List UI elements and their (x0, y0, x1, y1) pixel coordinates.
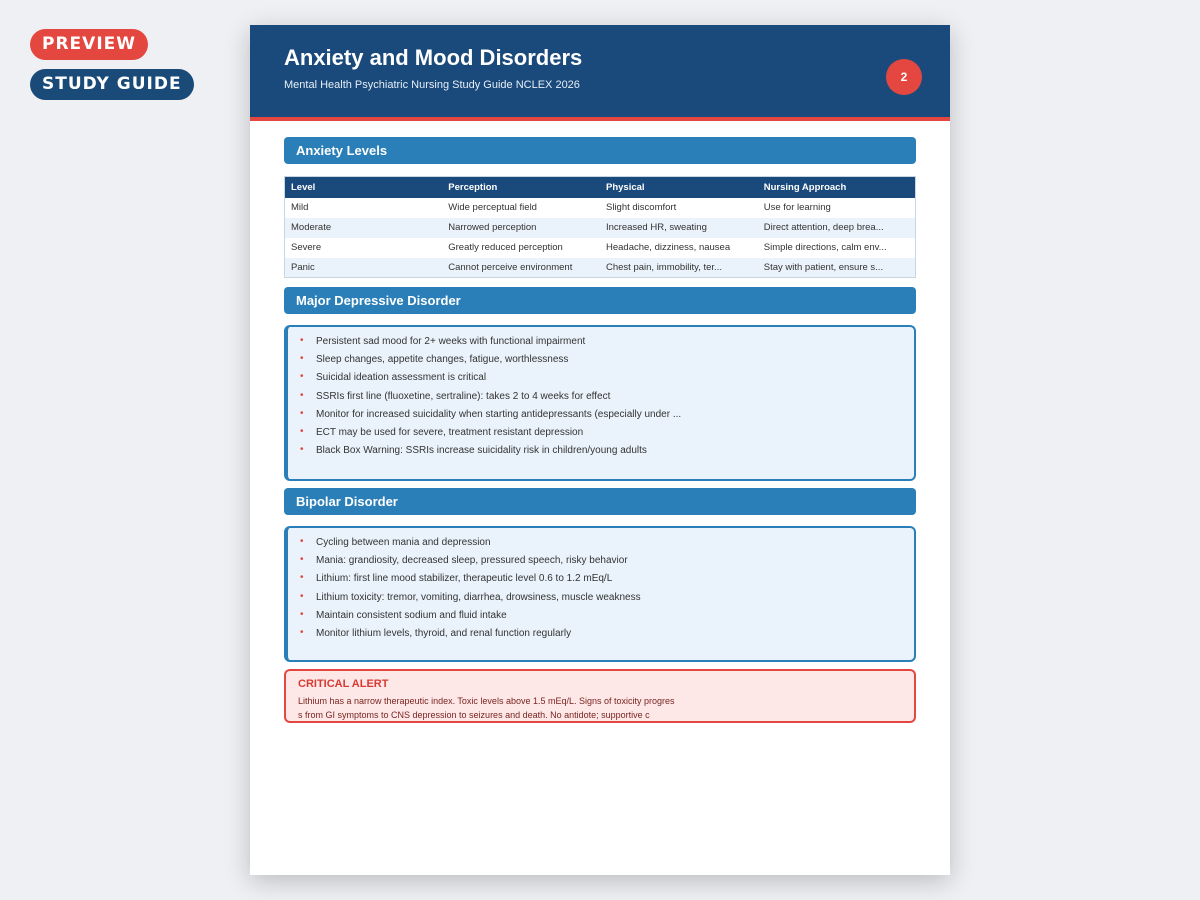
bipolar-bullet-box (284, 526, 916, 662)
list-item (300, 591, 902, 609)
list-item-text: SSRIs first line (fluoxetine, sertraline): takes 2 to 4 weeks for effect (316, 390, 611, 402)
list-item (300, 353, 902, 371)
list-item (300, 536, 902, 554)
table-cell: Severe (291, 242, 322, 253)
list-item (300, 335, 902, 353)
bullet-icon: • (300, 371, 304, 383)
list-item (300, 371, 902, 389)
page-number-badge: 2 (886, 59, 922, 95)
table-cell: Stay with patient, ensure s... (758, 258, 916, 278)
table-cell: Panic (285, 258, 443, 278)
alert-title: CRITICAL ALERT (298, 678, 389, 690)
list-item-text: ECT may be used for severe, treatment resistant depression (316, 426, 584, 438)
list-item-text: Monitor lithium levels, thyroid, and renal function regularly (316, 627, 572, 639)
table-row (285, 198, 916, 218)
bullet-icon: • (300, 353, 304, 365)
section-heading-mdd: Major Depressive Disorder (284, 287, 916, 314)
list-item (300, 444, 902, 462)
table-cell: Mild (291, 202, 309, 213)
table-header-row (285, 177, 916, 198)
table-cell: Chest pain, immobility, ter... (600, 258, 758, 278)
bullet-icon: • (300, 608, 304, 620)
table-cell: Narrowed perception (442, 218, 600, 238)
page-content (250, 121, 950, 723)
list-item-text: Lithium toxicity: tremor, vomiting, diarrhea, drowsiness, muscle weakness (316, 591, 641, 603)
bullet-icon: • (300, 590, 304, 602)
bullet-icon: • (300, 536, 304, 547)
column-header: Level (285, 177, 443, 198)
bullet-icon: • (300, 407, 304, 419)
column-header: Nursing Approach (758, 177, 916, 198)
table-cell: Slight discomfort (606, 202, 677, 213)
bullet-icon: • (300, 572, 304, 584)
critical-alert-box (284, 669, 916, 723)
table-row (285, 258, 916, 278)
table-row (285, 218, 916, 238)
list-item (300, 426, 902, 444)
list-item (300, 572, 902, 590)
list-item-text: Lithium: first line mood stabilizer, therapeutic level 0.6 to 1.2 mEq/L (316, 573, 613, 585)
table-cell: Wide perceptual field (448, 202, 537, 213)
column-header: Physical (600, 177, 758, 198)
list-item-text: Suicidal ideation assessment is critical (316, 372, 487, 384)
list-item-text: Maintain consistent sodium and fluid intake (316, 609, 507, 621)
list-item (300, 554, 902, 572)
table-row (285, 238, 916, 258)
list-item-text: Black Box Warning: SSRIs increase suicidality risk in children/young adults (316, 445, 647, 457)
table-cell: Increased HR, sweating (600, 218, 758, 238)
list-item-text: Cycling between mania and depression (316, 537, 491, 548)
section-heading-anxiety: Anxiety Levels (284, 137, 916, 164)
list-item-text: Persistent sad mood for 2+ weeks with functional impairment (316, 336, 586, 347)
table-cell: Greatly reduced perception (448, 242, 563, 253)
preview-badge: PREVIEW (30, 29, 148, 60)
list-item-text: Monitor for increased suicidality when starting antidepressants (especially under ... (316, 408, 682, 420)
bullet-icon: • (300, 389, 304, 401)
alert-text: Lithium has a narrow therapeutic index. Toxic levels above 1.5 mEq/L. Signs of toxicity progress from GI symptoms to CNS depression to seizures and death. No antidote; supportive c (298, 696, 675, 720)
list-item-text: Mania: grandiosity, decreased sleep, pressured speech, risky behavior (316, 555, 628, 567)
bullet-icon: • (300, 425, 304, 437)
table-cell: Headache, dizziness, nausea (606, 242, 731, 253)
list-item (300, 627, 902, 645)
bullet-icon: • (300, 444, 304, 456)
table-cell: Moderate (285, 218, 443, 238)
table-cell: Direct attention, deep brea... (758, 218, 916, 238)
list-item-text: Sleep changes, appetite changes, fatigue, worthlessness (316, 354, 569, 366)
page-subtitle: Mental Health Psychiatric Nursing Study Guide NCLEX 2026 (284, 79, 580, 91)
page-title: Anxiety and Mood Disorders (284, 45, 583, 70)
table-cell: Use for learning (763, 202, 831, 213)
column-header: Perception (442, 177, 600, 198)
bullet-icon: • (300, 554, 304, 566)
study-guide-badge: STUDY GUIDE (30, 69, 194, 100)
anxiety-levels-table (284, 176, 916, 278)
list-item (300, 390, 902, 408)
page-header (250, 25, 950, 121)
table-cell: Simple directions, calm env... (763, 242, 887, 253)
mdd-bullet-box (284, 325, 916, 481)
table-cell: Cannot perceive environment (442, 258, 600, 278)
document-page (250, 25, 950, 875)
list-item (300, 609, 902, 627)
section-heading-bipolar: Bipolar Disorder (284, 488, 916, 515)
list-item (300, 408, 902, 426)
bullet-icon: • (300, 626, 304, 638)
bullet-icon: • (300, 335, 304, 346)
